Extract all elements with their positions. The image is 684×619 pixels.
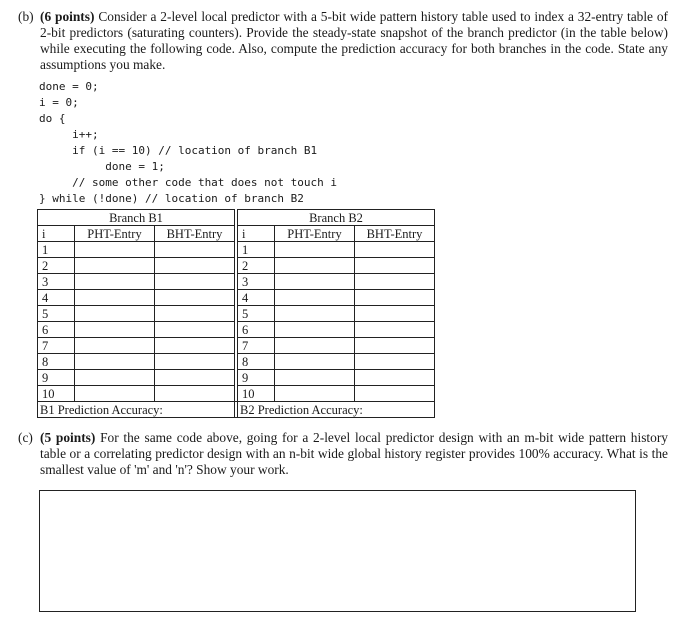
b2-bht-cell[interactable] (355, 322, 435, 338)
table-row (38, 290, 435, 306)
b2-bht-cell[interactable] (355, 354, 435, 370)
b2-accuracy-field[interactable]: B2 Prediction Accuracy: (238, 402, 435, 418)
code-line: do { (39, 112, 66, 125)
b2-pht-cell[interactable] (275, 370, 355, 386)
b2-pht-cell[interactable] (275, 338, 355, 354)
b2-row-index: 4 (238, 290, 275, 306)
table-row (38, 306, 435, 322)
b1-pht-cell[interactable] (75, 242, 155, 258)
b1-col-pht: PHT-Entry (75, 226, 155, 242)
b1-row-index: 6 (38, 322, 75, 338)
b2-row-index: 10 (238, 386, 275, 402)
b2-row-index: 6 (238, 322, 275, 338)
part-c-label: (c) (18, 430, 33, 445)
table-row (38, 274, 435, 290)
b1-pht-cell[interactable] (75, 370, 155, 386)
b2-pht-cell[interactable] (275, 242, 355, 258)
b2-pht-cell[interactable] (275, 274, 355, 290)
table-row (38, 370, 435, 386)
b1-row-index: 4 (38, 290, 75, 306)
table-row (38, 322, 435, 338)
part-c-text (40, 430, 668, 478)
b2-bht-cell[interactable] (355, 370, 435, 386)
part-b-text (40, 9, 668, 73)
question-part-b (18, 9, 668, 73)
code-block (39, 79, 337, 207)
accuracy-row (38, 402, 435, 418)
b1-row-index: 9 (38, 370, 75, 386)
table-row (38, 242, 435, 258)
b1-row-index: 7 (38, 338, 75, 354)
table-row (38, 386, 435, 402)
b1-bht-cell[interactable] (155, 290, 235, 306)
b1-bht-cell[interactable] (155, 242, 235, 258)
b2-bht-cell[interactable] (355, 258, 435, 274)
b1-bht-cell[interactable] (155, 322, 235, 338)
table-row (38, 354, 435, 370)
b1-row-index: 1 (38, 242, 75, 258)
b2-pht-cell[interactable] (275, 306, 355, 322)
part-b-label: (b) (18, 9, 34, 24)
b1-row-index: 8 (38, 354, 75, 370)
b1-pht-cell[interactable] (75, 306, 155, 322)
code-line: // some other code that does not touch i (39, 176, 338, 189)
b1-bht-cell[interactable] (155, 370, 235, 386)
b1-col-bht: BHT-Entry (155, 226, 235, 242)
b2-pht-cell[interactable] (275, 258, 355, 274)
b2-col-pht: PHT-Entry (275, 226, 355, 242)
code-line: if (i == 10) // location of branch B1 (39, 144, 318, 157)
table-header-column-row (38, 226, 435, 242)
part-b-points: (6 points) (40, 9, 95, 24)
b1-pht-cell[interactable] (75, 274, 155, 290)
part-b-body: Consider a 2-level local predictor with a 5-bit wide pattern history table used to index a 32-entry table of 2-bit predictors (saturating counters). Provide the steady-state snapshot of the branch predictor (in the table below) while executing the following code. Also, compute the prediction accuracy for both branches in the code. State any assumptions you make. (40, 9, 669, 72)
code-line: } while (!done) // location of branch B2 (39, 192, 304, 205)
b2-pht-cell[interactable] (275, 354, 355, 370)
branch-b2-header: Branch B2 (238, 210, 435, 226)
b2-bht-cell[interactable] (355, 274, 435, 290)
b1-pht-cell[interactable] (75, 338, 155, 354)
b1-bht-cell[interactable] (155, 258, 235, 274)
b2-col-bht: BHT-Entry (355, 226, 435, 242)
b2-bht-cell[interactable] (355, 290, 435, 306)
answer-box[interactable] (39, 490, 636, 612)
b1-bht-cell[interactable] (155, 338, 235, 354)
b2-bht-cell[interactable] (355, 242, 435, 258)
b2-row-index: 9 (238, 370, 275, 386)
code-line: i = 0; (39, 96, 79, 109)
question-part-c (18, 430, 668, 478)
b1-bht-cell[interactable] (155, 354, 235, 370)
b1-pht-cell[interactable] (75, 354, 155, 370)
b2-row-index: 8 (238, 354, 275, 370)
b1-row-index: 3 (38, 274, 75, 290)
b2-pht-cell[interactable] (275, 386, 355, 402)
b2-row-index: 3 (238, 274, 275, 290)
table-row (38, 338, 435, 354)
b2-row-index: 7 (238, 338, 275, 354)
b2-pht-cell[interactable] (275, 322, 355, 338)
b2-col-i: i (238, 226, 275, 242)
table-header-branch-row (38, 210, 435, 226)
branch-predictor-table (37, 209, 435, 418)
branch-b1-header: Branch B1 (38, 210, 235, 226)
b1-bht-cell[interactable] (155, 306, 235, 322)
code-line: i++; (39, 128, 99, 141)
b2-bht-cell[interactable] (355, 338, 435, 354)
b2-row-index: 5 (238, 306, 275, 322)
b1-bht-cell[interactable] (155, 386, 235, 402)
b1-row-index: 2 (38, 258, 75, 274)
code-line: done = 0; (39, 80, 99, 93)
b1-row-index: 10 (38, 386, 75, 402)
b2-bht-cell[interactable] (355, 386, 435, 402)
b1-col-i: i (38, 226, 75, 242)
part-c-body: For the same code above, going for a 2-level local predictor design with an m-bit wide pattern history table or a correlating predictor design with an n-bit wide global history register provides 100% accuracy. What is the smallest value of 'm' and 'n'? Show your work. (40, 430, 668, 477)
b1-pht-cell[interactable] (75, 322, 155, 338)
b1-accuracy-field[interactable]: B1 Prediction Accuracy: (38, 402, 235, 418)
b1-pht-cell[interactable] (75, 386, 155, 402)
b2-pht-cell[interactable] (275, 290, 355, 306)
b1-row-index: 5 (38, 306, 75, 322)
b2-row-index: 2 (238, 258, 275, 274)
b2-row-index: 1 (238, 242, 275, 258)
code-line: done = 1; (39, 160, 165, 173)
b1-pht-cell[interactable] (75, 290, 155, 306)
table-row (38, 258, 435, 274)
part-c-points: (5 points) (40, 430, 96, 445)
b1-pht-cell[interactable] (75, 258, 155, 274)
b1-bht-cell[interactable] (155, 274, 235, 290)
b2-bht-cell[interactable] (355, 306, 435, 322)
